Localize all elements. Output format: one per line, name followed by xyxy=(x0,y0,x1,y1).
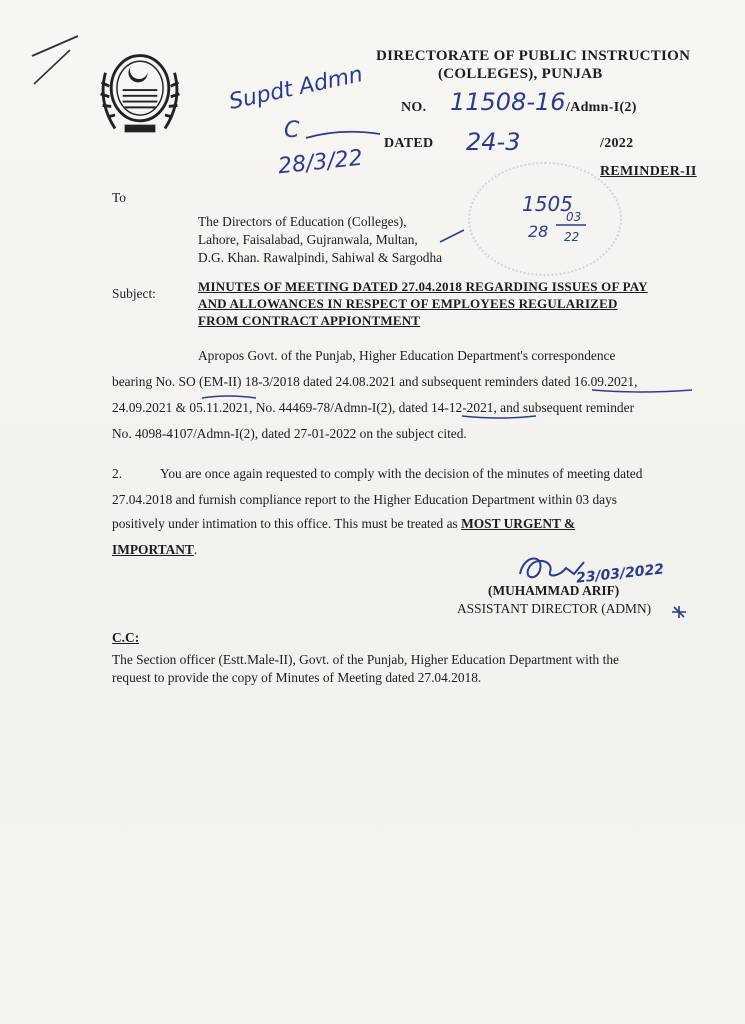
subject-line1: MINUTES OF MEETING DATED 27.04.2018 REGARDING ISSUES OF PAY xyxy=(198,279,648,294)
subject-line3: FROM CONTRACT APPIONTMENT xyxy=(198,313,421,328)
pen-underline-3 xyxy=(460,412,540,422)
para1-line2: bearing No. SO (EM-II) 18-3/2018 dated 24.08.2021 and subsequent reminders dated 16.09.2021, xyxy=(112,374,638,389)
para2-line4 xyxy=(112,542,197,558)
important-emphasis: IMPORTANT xyxy=(112,542,194,557)
pen-underline-1 xyxy=(590,386,700,396)
dated-year: /2022 xyxy=(600,136,634,151)
para2-number: 2. xyxy=(112,466,123,481)
para2-line1: You are once again requested to comply with the decision of the minutes of meeting dated xyxy=(160,466,643,481)
signature-date: 23/03/2022 xyxy=(575,561,665,587)
subject-label: Subject: xyxy=(112,286,156,301)
cc-line1: The Section officer (Estt.Male-II), Govt. of the Punjab, Higher Education Department with the xyxy=(112,652,619,667)
pen-underline-2 xyxy=(200,392,260,402)
addressee-line1: The Directors of Education (Colleges), xyxy=(198,214,407,229)
pen-dash-mark xyxy=(300,118,390,148)
punjab-government-emblem xyxy=(92,44,188,140)
office-name-line2: (COLLEGES), PUNJAB xyxy=(438,66,603,82)
stamp-month: 03 xyxy=(566,210,582,224)
reminder-label: REMINDER-II xyxy=(600,164,697,179)
to-label: To xyxy=(112,190,126,205)
addressee-line2: Lahore, Faisalabad, Gujranwala, Multan, xyxy=(198,232,418,247)
addressee-line3: D.G. Khan. Rawalpindi, Sahiwal & Sargodha xyxy=(198,250,443,265)
cc-line2: request to provide the copy of Minutes of Meeting dated 27.04.2018. xyxy=(112,670,482,685)
stamp-day: 28 xyxy=(528,222,549,241)
subject-line2: AND ALLOWANCES IN RESPECT OF EMPLOYEES REGULARIZED xyxy=(198,296,618,311)
handwritten-note-c: C xyxy=(284,118,300,143)
handwritten-note-date: 28/3/22 xyxy=(276,145,364,180)
para1-line4: No. 4098-4107/Admn-I(2), dated 27-01-2022 on the subject cited. xyxy=(112,426,467,441)
pen-stroke-mark xyxy=(20,28,90,98)
stamp-year: 22 xyxy=(564,230,580,244)
cc-label: C.C: xyxy=(112,630,140,645)
para2-line4-end: . xyxy=(193,542,198,557)
letter-number-handwritten: 11508-16 xyxy=(450,88,566,116)
office-name-line1: DIRECTORATE OF PUBLIC INSTRUCTION xyxy=(376,48,691,64)
pen-tick-mark xyxy=(438,226,468,246)
pen-star-mark xyxy=(670,604,688,620)
para1-line1: Apropos Govt. of the Punjab, Higher Education Department's correspondence xyxy=(198,348,616,363)
stamp-receipt-number: 1505 xyxy=(522,192,573,216)
letter-number-label: NO. xyxy=(401,100,427,115)
letter-number-suffix: /Admn-I(2) xyxy=(566,100,637,115)
signatory-name: (MUHAMMAD ARIF) xyxy=(488,583,620,598)
handwritten-note-supdt: Supdt Admn xyxy=(226,62,365,115)
received-stamp xyxy=(468,162,622,276)
para2-line3 xyxy=(112,516,575,532)
most-urgent-emphasis: MOST URGENT & xyxy=(461,516,576,531)
para2-line3-text: positively under intimation to this office. This must be treated as xyxy=(112,516,462,531)
para2-line2: 27.04.2018 and furnish compliance report to the Higher Education Department within 03 days xyxy=(112,492,617,507)
stamp-fraction-line xyxy=(556,222,588,228)
para1-line3: 24.09.2021 & 05.11.2021, No. 44469-78/Admn-I(2), dated 14-12-2021, and subsequent reminder xyxy=(112,400,635,415)
dated-label: DATED xyxy=(384,136,434,151)
signatory-designation: ASSISTANT DIRECTOR (ADMN) xyxy=(457,601,652,616)
dated-handwritten: 24-3 xyxy=(466,128,521,156)
